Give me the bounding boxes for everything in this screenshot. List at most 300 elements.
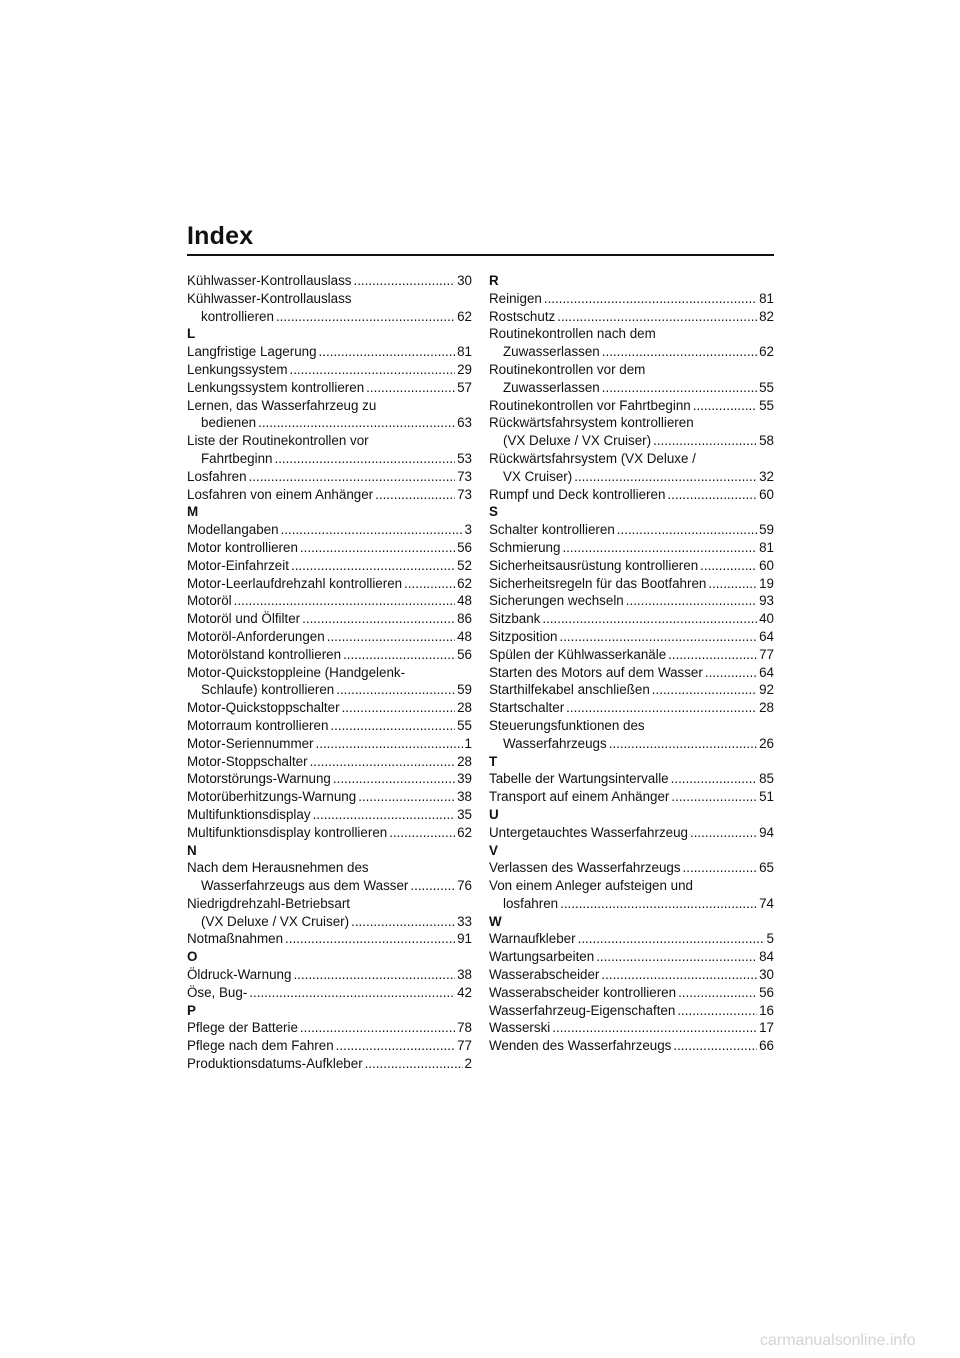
- index-entry-line: [489, 379, 774, 397]
- dot-leader: [353, 272, 455, 290]
- index-page-number: 84: [759, 949, 774, 965]
- index-entry: [187, 966, 472, 984]
- index-page-number: 81: [759, 539, 774, 555]
- index-entry-text: Schalter kontrollieren: [489, 522, 615, 538]
- index-entry-text: Tabelle der Wartungsintervalle: [489, 771, 669, 787]
- index-entry-line: [187, 628, 472, 646]
- index-entry: [489, 628, 774, 646]
- index-letter-heading: M: [187, 504, 199, 520]
- index-entry-text: Wasserfahrzeugs: [503, 735, 607, 751]
- watermark-footer: carmanualsonline.info: [760, 1332, 916, 1349]
- index-entry: [187, 361, 472, 379]
- index-letter-heading: V: [489, 842, 498, 858]
- index-entry-text: Motor-Leerlaufdrehzahl kontrollieren: [187, 575, 403, 591]
- index-page-number: 77: [759, 646, 774, 662]
- index-entry-line: [187, 521, 472, 539]
- index-entry-text: Lenkungssystem: [187, 361, 288, 377]
- dot-leader: [652, 681, 757, 699]
- index-entry: [489, 984, 774, 1002]
- dot-leader: [683, 859, 758, 877]
- index-entry-text: Rückwärtsfahrsystem (VX Deluxe /: [489, 450, 696, 466]
- index-entry-text: Motor kontrollieren: [187, 539, 298, 555]
- index-entry-line: [489, 859, 774, 877]
- dot-leader: [336, 1037, 455, 1055]
- index-entry-line: [489, 1037, 774, 1055]
- index-entry-line: [489, 984, 774, 1002]
- index-letter-heading: T: [489, 753, 498, 769]
- dot-leader: [389, 824, 455, 842]
- index-page-number: 78: [457, 1020, 472, 1036]
- index-entry: [187, 592, 472, 610]
- index-entry-text: Modellangaben: [187, 522, 279, 538]
- dot-leader: [705, 664, 757, 682]
- index-entry-text: Losfahren: [187, 468, 247, 484]
- index-entry: [187, 770, 472, 788]
- index-entry-text: Zuwasserlassen: [503, 379, 600, 395]
- index-entry-line: [187, 592, 472, 610]
- index-page-number: 17: [759, 1020, 774, 1036]
- index-letter-heading: L: [187, 326, 196, 342]
- index-entry-text: Motoröl und Ölfilter: [187, 611, 301, 627]
- index-entry-text: Rostschutz: [489, 308, 556, 324]
- dot-leader: [342, 699, 456, 717]
- index-entry-text: Verlassen des Wasserfahrzeugs: [489, 860, 681, 876]
- index-entry-line: [187, 610, 472, 628]
- index-entry-line: [489, 343, 774, 361]
- dot-leader: [249, 984, 455, 1002]
- index-entry-line: [187, 557, 472, 575]
- index-entry-text: Sitzbank: [489, 611, 541, 627]
- index-entry-text: Motorraum kontrollieren: [187, 717, 329, 733]
- dot-leader: [300, 1019, 455, 1037]
- index-entry-text: Lenkungssystem kontrollieren: [187, 379, 365, 395]
- index-entry: [489, 930, 774, 948]
- index-entry-text: Sicherheitsausrüstung kontrollieren: [489, 557, 699, 573]
- dot-leader: [410, 877, 455, 895]
- index-entry-text: Reinigen: [489, 290, 542, 306]
- index-entry-text: Motor-Quickstoppschalter: [187, 700, 340, 716]
- index-entry: [489, 966, 774, 984]
- index-entry: [187, 1055, 472, 1073]
- index-entry: [187, 806, 472, 824]
- dot-leader: [249, 468, 456, 486]
- dot-leader: [327, 628, 455, 646]
- dot-leader: [574, 468, 757, 486]
- index-entry-text: Motorüberhitzungs-Warnung: [187, 789, 357, 805]
- index-entry-line: [489, 735, 774, 753]
- dot-leader: [653, 432, 757, 450]
- index-entry-line: [489, 877, 774, 895]
- index-page-number: 59: [457, 682, 472, 698]
- index-entry-line: [187, 753, 472, 771]
- dot-leader: [366, 379, 455, 397]
- dot-leader: [365, 1055, 463, 1073]
- index-entry-text: Von einem Anleger aufsteigen und: [489, 878, 693, 894]
- index-entry-line: [489, 450, 774, 468]
- index-entry: [489, 859, 774, 877]
- dot-leader: [626, 592, 757, 610]
- index-entry-line: [489, 717, 774, 735]
- index-page-number: 19: [759, 575, 774, 591]
- index-page-number: 62: [759, 344, 774, 360]
- index-entry: [489, 397, 774, 415]
- index-entry-text: Motoröl-Anforderungen: [187, 628, 325, 644]
- index-entry-text: Kühlwasser-Kontrollauslass: [187, 273, 352, 288]
- dot-leader: [343, 646, 455, 664]
- index-entry: [187, 859, 472, 895]
- index-entry-line: [187, 290, 472, 308]
- index-page-number: 39: [457, 771, 472, 787]
- index-page-number: 3: [464, 522, 472, 538]
- index-entry-line: [187, 361, 472, 379]
- index-entry: [187, 753, 472, 771]
- index-column-right: [489, 272, 774, 1055]
- index-page-number: 26: [759, 735, 774, 751]
- index-entry-text: Produktionsdatums-Aufkleber: [187, 1056, 363, 1072]
- index-entry-line: [187, 1037, 472, 1055]
- dot-leader: [596, 948, 757, 966]
- index-entry-line: [489, 948, 774, 966]
- dot-leader: [601, 966, 757, 984]
- dot-leader: [673, 1037, 757, 1055]
- index-entry: [489, 877, 774, 913]
- index-entry: [187, 343, 472, 361]
- index-entry: [489, 610, 774, 628]
- index-page-number: 92: [759, 682, 774, 698]
- index-entry: [187, 788, 472, 806]
- index-page-number: 60: [759, 557, 774, 573]
- dot-leader: [289, 361, 455, 379]
- index-entry-text: Motor-Stoppschalter: [187, 753, 308, 769]
- dot-leader: [358, 788, 455, 806]
- index-entry-line: [489, 930, 774, 948]
- index-page-number: 56: [759, 984, 774, 1000]
- index-entry: [187, 646, 472, 664]
- dot-leader: [234, 592, 455, 610]
- index-entry-text: Liste der Routinekontrollen vor: [187, 433, 369, 449]
- index-entry-line: [187, 414, 472, 432]
- index-entry: [489, 325, 774, 361]
- index-entry-line: [187, 450, 472, 468]
- index-entry-line: [187, 432, 472, 450]
- index-entry-line: [187, 646, 472, 664]
- index-entry-text: Wasserfahrzeug-Eigenschaften: [489, 1002, 676, 1018]
- index-page-number: 56: [457, 646, 472, 662]
- index-letter-heading: R: [489, 273, 499, 288]
- index-entry-line: [187, 379, 472, 397]
- index-entry-text: Warnaufkleber: [489, 931, 576, 947]
- index-entry: [489, 788, 774, 806]
- index-entry-text: Öldruck-Warnung: [187, 967, 292, 983]
- index-entry-line: [489, 664, 774, 682]
- index-page-number: 62: [457, 824, 472, 840]
- index-entry-text: Motor-Einfahrzeit: [187, 557, 289, 573]
- index-entry-text: Sicherheitsregeln für das Bootfahren: [489, 575, 707, 591]
- dot-leader: [602, 379, 757, 397]
- index-entry-text: Startschalter: [489, 700, 565, 716]
- index-page-number: 48: [457, 628, 472, 644]
- index-entry: [187, 1019, 472, 1037]
- index-entry-text: Routinekontrollen vor Fahrtbeginn: [489, 397, 691, 413]
- dot-leader: [302, 610, 455, 628]
- index-entry-line: [187, 468, 472, 486]
- index-entry-text: Spülen der Kühlwasserkanäle: [489, 646, 667, 662]
- index-entry-text: Notmaßnahmen: [187, 931, 284, 947]
- index-entry-text: Wasserfahrzeugs aus dem Wasser: [201, 878, 409, 894]
- index-page-number: 55: [759, 397, 774, 413]
- index-entry-line: [187, 343, 472, 361]
- index-entry: [489, 717, 774, 753]
- index-entry: [489, 308, 774, 326]
- index-entry-line: [187, 913, 472, 931]
- index-entry: [187, 521, 472, 539]
- dot-leader: [668, 646, 757, 664]
- index-entry-line: [187, 1019, 472, 1037]
- index-entry-line: [489, 824, 774, 842]
- index-entry-line: [187, 770, 472, 788]
- index-entry-line: [489, 575, 774, 593]
- index-entry-line: [187, 806, 472, 824]
- index-page-number: 42: [457, 984, 472, 1000]
- index-letter-heading: P: [187, 1002, 196, 1018]
- index-page-number: 35: [457, 806, 472, 822]
- index-entry-text: Öse, Bug-: [187, 984, 248, 1000]
- index-entry-line: [187, 788, 472, 806]
- dot-leader: [693, 397, 757, 415]
- index-entry-text: Langfristige Lagerung: [187, 344, 317, 360]
- dot-leader: [700, 557, 757, 575]
- index-page-number: 74: [759, 895, 774, 911]
- index-page-number: 73: [457, 486, 472, 502]
- title-divider: [187, 254, 774, 256]
- index-page-number: 55: [759, 379, 774, 395]
- index-entry-text: Nach dem Herausnehmen des: [187, 860, 369, 876]
- dot-leader: [542, 610, 757, 628]
- index-page-number: 53: [457, 450, 472, 466]
- index-entry-line: [489, 681, 774, 699]
- dot-leader: [708, 575, 757, 593]
- index-entry: [187, 379, 472, 397]
- index-entry-line: [187, 895, 472, 913]
- index-entry-line: [489, 539, 774, 557]
- index-page-number: 33: [457, 913, 472, 929]
- index-entry-line: [489, 414, 774, 432]
- index-entry: [187, 486, 472, 504]
- dot-leader: [258, 414, 455, 432]
- index-entry-text: Starthilfekabel anschließen: [489, 682, 650, 698]
- index-entry-line: [187, 859, 472, 877]
- index-page-number: 16: [759, 1002, 774, 1018]
- index-entry: [187, 272, 472, 290]
- dot-leader: [678, 984, 757, 1002]
- index-entry-text: Zuwasserlassen: [503, 344, 600, 360]
- index-page-number: 77: [457, 1038, 472, 1054]
- index-entry-line: [489, 610, 774, 628]
- index-entry: [489, 1037, 774, 1055]
- index-page-number: 38: [457, 967, 472, 983]
- index-entry-line: [489, 432, 774, 450]
- index-entry: [187, 699, 472, 717]
- index-entry: [489, 770, 774, 788]
- index-entry: [489, 575, 774, 593]
- index-entry-line: [187, 575, 472, 593]
- dot-leader: [285, 930, 455, 948]
- index-entry-text: (VX Deluxe / VX Cruiser): [201, 913, 350, 929]
- index-letter-heading: U: [489, 806, 499, 822]
- index-entry: [489, 486, 774, 504]
- index-entry-text: Rumpf und Deck kontrollieren: [489, 486, 666, 502]
- index-entry: [489, 414, 774, 450]
- index-entry-text: bedienen: [201, 415, 257, 431]
- dot-leader: [562, 539, 757, 557]
- index-entry-line: [187, 486, 472, 504]
- index-page-number: 56: [457, 539, 472, 555]
- index-page-number: 82: [759, 308, 774, 324]
- index-entry-line: [187, 272, 472, 290]
- dot-leader: [559, 628, 757, 646]
- dot-leader: [617, 521, 757, 539]
- index-entry: [187, 1037, 472, 1055]
- index-letter-heading: O: [187, 949, 198, 965]
- index-entry: [187, 984, 472, 1002]
- index-page-number: 81: [457, 344, 472, 360]
- dot-leader: [336, 681, 455, 699]
- index-entry: [187, 575, 472, 593]
- index-page-number: 40: [759, 611, 774, 627]
- index-entry-text: Transport auf einem Anhänger: [489, 789, 670, 805]
- index-page-number: 73: [457, 468, 472, 484]
- index-entry-line: [489, 699, 774, 717]
- index-entry: [187, 557, 472, 575]
- index-page-number: 2: [464, 1056, 472, 1072]
- dot-leader: [667, 486, 757, 504]
- index-entry-line: [489, 468, 774, 486]
- index-entry-line: [489, 966, 774, 984]
- dot-leader: [544, 290, 757, 308]
- index-entry-line: [187, 877, 472, 895]
- index-entry: [489, 824, 774, 842]
- index-entry: [489, 681, 774, 699]
- index-page-number: 63: [457, 415, 472, 431]
- index-entry: [187, 610, 472, 628]
- index-entry-text: kontrollieren: [201, 308, 274, 324]
- index-entry-line: [489, 628, 774, 646]
- index-entry-line: [489, 557, 774, 575]
- index-entry-line: [187, 735, 472, 753]
- dot-leader: [552, 1019, 757, 1037]
- index-entry-text: Sitzposition: [489, 628, 558, 644]
- index-entry: [187, 468, 472, 486]
- index-entry-text: Niedrigdrehzahl-Betriebsart: [187, 895, 350, 911]
- index-entry: [187, 664, 472, 700]
- index-entry-line: [489, 397, 774, 415]
- index-entry: [489, 450, 774, 486]
- index-page-number: 62: [457, 575, 472, 591]
- dot-leader: [291, 557, 455, 575]
- index-entry: [489, 521, 774, 539]
- index-letter-heading: W: [489, 913, 502, 929]
- dot-leader: [281, 521, 463, 539]
- index-page-number: 58: [759, 433, 774, 449]
- index-entry-text: Lernen, das Wasserfahrzeug zu: [187, 397, 377, 413]
- index-page-number: 1: [464, 735, 472, 751]
- index-entry: [489, 592, 774, 610]
- dot-leader: [566, 699, 757, 717]
- index-page-number: 60: [759, 486, 774, 502]
- index-entry-line: [187, 539, 472, 557]
- index-entry-text: Multifunktionsdisplay: [187, 806, 311, 822]
- index-entry-line: [187, 824, 472, 842]
- dot-leader: [578, 930, 765, 948]
- index-entry: [489, 699, 774, 717]
- index-entry-text: Pflege der Batterie: [187, 1020, 298, 1036]
- index-entry-text: Routinekontrollen vor dem: [489, 361, 646, 377]
- index-entry-line: [489, 1019, 774, 1037]
- index-column-left: [187, 272, 472, 1073]
- index-page-number: 65: [759, 860, 774, 876]
- dot-leader: [274, 450, 455, 468]
- index-entry-line: [489, 592, 774, 610]
- index-entry-line: [187, 966, 472, 984]
- dot-leader: [560, 895, 757, 913]
- index-entry-text: Losfahren von einem Anhänger: [187, 486, 374, 502]
- index-entry-text: (VX Deluxe / VX Cruiser): [503, 433, 652, 449]
- index-entry-line: [187, 699, 472, 717]
- index-entry-line: [187, 397, 472, 415]
- index-entry: [489, 1002, 774, 1020]
- dot-leader: [333, 770, 455, 788]
- index-entry-line: [489, 290, 774, 308]
- index-page-number: 28: [457, 753, 472, 769]
- index-page-number: 59: [759, 522, 774, 538]
- index-page-number: 29: [457, 361, 472, 377]
- dot-leader: [351, 913, 455, 931]
- dot-leader: [677, 1002, 757, 1020]
- index-entry: [187, 432, 472, 468]
- index-page-number: 94: [759, 824, 774, 840]
- index-entry-text: Wasserabscheider: [489, 967, 600, 983]
- index-entry-text: Schmierung: [489, 539, 561, 555]
- dot-leader: [404, 575, 455, 593]
- index-entry: [187, 717, 472, 735]
- index-entry-line: [187, 681, 472, 699]
- dot-leader: [313, 806, 456, 824]
- index-entry-line: [489, 486, 774, 504]
- index-page-number: 57: [457, 379, 472, 395]
- index-entry: [489, 290, 774, 308]
- index-page-number: 30: [457, 273, 472, 288]
- index-entry-text: Schlaufe) kontrollieren: [201, 682, 335, 698]
- index-entry-text: Fahrtbeginn: [201, 450, 273, 466]
- index-entry-text: Motoröl: [187, 593, 232, 609]
- index-page-number: 51: [759, 789, 774, 805]
- index-entry-line: [489, 521, 774, 539]
- index-page-number: 52: [457, 557, 472, 573]
- index-entry-line: [489, 895, 774, 913]
- index-entry: [489, 557, 774, 575]
- index-page-number: 91: [457, 931, 472, 947]
- index-page-number: 86: [457, 611, 472, 627]
- index-entry-text: Untergetauchtes Wasserfahrzeug: [489, 824, 688, 840]
- index-entry: [489, 646, 774, 664]
- index-entry-line: [187, 308, 472, 326]
- index-entry-line: [187, 664, 472, 682]
- index-entry-text: Steuerungsfunktionen des: [489, 717, 645, 733]
- index-page-number: 64: [759, 664, 774, 680]
- index-entry: [187, 290, 472, 326]
- index-entry: [187, 824, 472, 842]
- dot-leader: [293, 966, 455, 984]
